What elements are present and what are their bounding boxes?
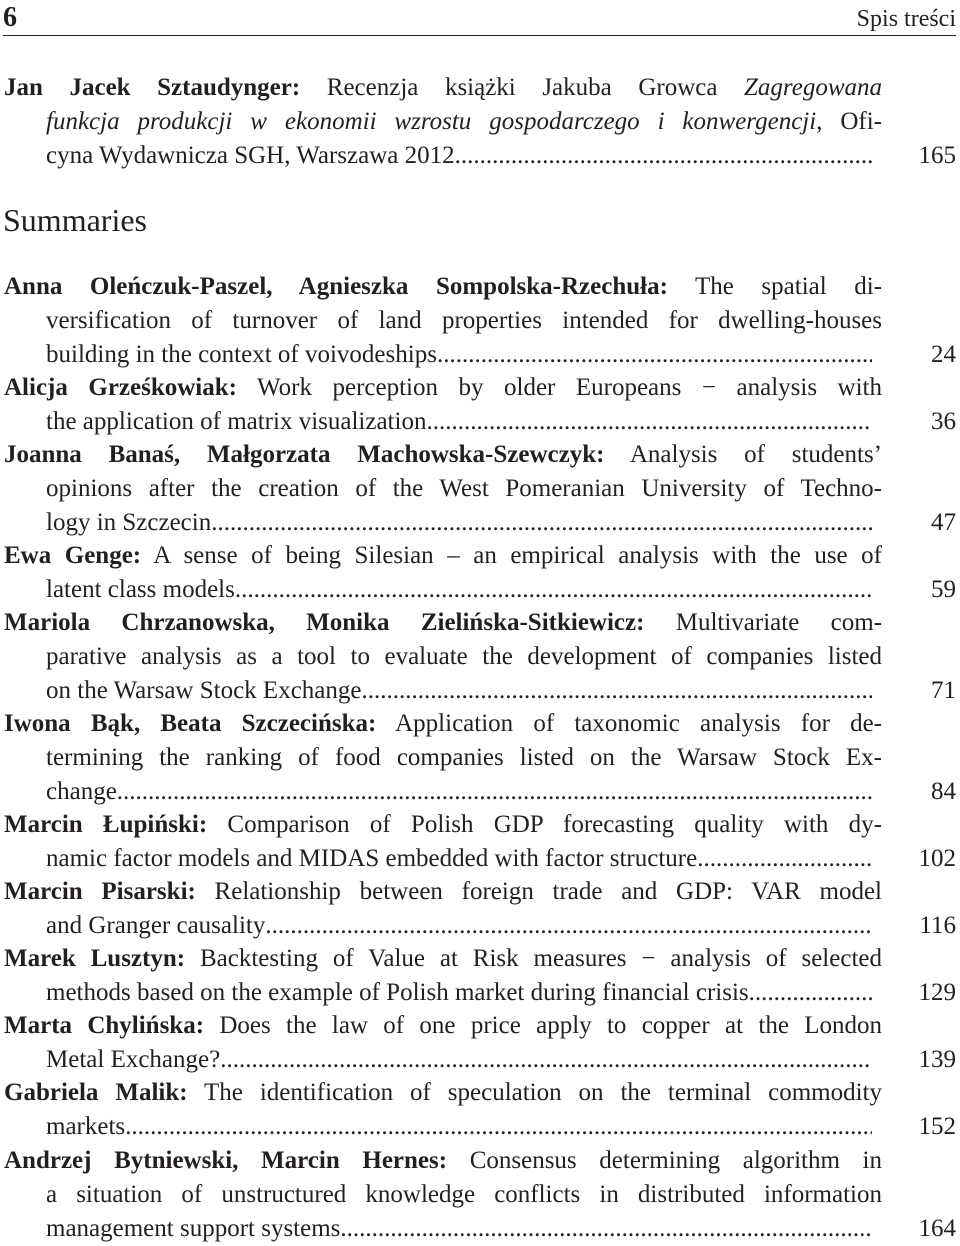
toc-entry-intro[interactable] <box>4 71 956 173</box>
toc-entry[interactable] <box>4 438 956 540</box>
toc-entry-last-line <box>4 775 956 809</box>
toc-entry-last-line <box>4 842 956 876</box>
dot-leader <box>697 842 872 876</box>
dot-leader <box>437 338 872 372</box>
toc-entry-line <box>4 808 882 842</box>
toc-entry-line <box>4 875 882 909</box>
dot-leader <box>265 909 872 943</box>
toc-entry[interactable] <box>4 1076 956 1144</box>
toc-entry-line <box>4 1076 882 1110</box>
toc-entry-last-line <box>4 909 956 943</box>
toc-entry[interactable] <box>4 606 956 708</box>
toc-entry-line <box>4 71 882 105</box>
toc-entry-line: opinions after the creation of the West Pomeranian University of Techno- <box>46 475 882 502</box>
toc-entry-line: a situation of unstructured knowledge conflicts in distributed information <box>46 1180 882 1208</box>
toc-entry-author: Jan Jacek Sztaudynger: <box>4 74 301 101</box>
toc-entry-line <box>4 942 882 976</box>
toc-entry-last-line <box>4 139 956 173</box>
dot-leader <box>220 1043 872 1077</box>
toc-entry[interactable] <box>4 1144 956 1246</box>
toc-entry-text: Consensus determining algorithm in <box>447 1146 882 1174</box>
toc-entry-author: Mariola Chrzanowska, Monika Zielińska-Sitkiewicz: <box>4 609 645 636</box>
page-reference: 84 <box>931 777 956 805</box>
toc-entry-line <box>4 270 882 304</box>
toc-entry[interactable] <box>4 371 956 439</box>
toc-entry-line: parative analysis as a tool to evaluate the development of companies listed <box>46 643 882 670</box>
dot-leader <box>426 405 872 439</box>
page-reference: 116 <box>919 911 956 939</box>
dot-leader <box>362 674 873 708</box>
dot-leader <box>117 775 872 809</box>
toc-entry-last-line <box>4 405 956 439</box>
toc-entry-line <box>4 371 882 405</box>
page-reference: 165 <box>918 142 956 169</box>
toc-entry-line <box>4 707 882 741</box>
dot-leader <box>749 976 872 1010</box>
section-heading: Summaries <box>3 202 147 238</box>
page-reference: 102 <box>918 844 956 872</box>
toc-entry-title-end: building in the context of voivodeships <box>46 341 437 368</box>
toc-entry-text: Comparison of Polish GDP forecasting quality with dy- <box>207 810 882 838</box>
toc-entry-last-line <box>4 976 956 1010</box>
toc-entry-last-line <box>4 1110 956 1144</box>
toc-entry[interactable] <box>4 707 956 809</box>
toc-entry-text: The identification of speculation on the terminal commodity <box>187 1079 883 1107</box>
toc-entry-text: Relationship between foreign trade and GDP: VAR model <box>195 877 882 905</box>
toc-entry-title-end: logy in Szczecin <box>46 509 212 536</box>
toc-entry-text: , Ofi- <box>816 108 882 135</box>
toc-entry-author: Andrzej Bytniewski, Marcin Hernes: <box>4 1146 448 1174</box>
toc-entry-text: Backtesting of Value at Risk measures − analysis of selected <box>185 945 882 972</box>
toc-entry-title-end: on the Warsaw Stock Exchange <box>46 677 362 704</box>
toc-entry-line <box>4 1009 882 1043</box>
toc-entry-author: Iwona Bąk, Beata Szczecińska: <box>4 709 377 737</box>
toc-entry-text: Does the law of one price apply to copper at the London <box>204 1012 883 1040</box>
page-reference: 139 <box>918 1046 956 1074</box>
toc-entry-last-line <box>4 1043 956 1077</box>
toc-entry[interactable] <box>4 942 956 1010</box>
toc-entry-title-end: latent class models <box>46 575 235 603</box>
toc-entry-last-line <box>4 506 956 540</box>
toc-entry[interactable] <box>4 270 956 372</box>
toc-entry-author: Marcin Łupiński: <box>4 810 208 838</box>
toc-entry-line <box>4 1144 882 1178</box>
toc-entry-line: versification of turnover of land properties intended for dwelling-houses <box>46 307 882 334</box>
toc-entry-last-line <box>4 674 956 708</box>
toc-entry-text: Analysis of students’ <box>604 441 883 468</box>
toc-entry-line: termining the ranking of food companies listed on the Warsaw Stock Ex- <box>46 743 882 771</box>
page-reference: 47 <box>931 509 956 536</box>
toc-entry[interactable] <box>4 1009 956 1077</box>
toc-entry-line <box>4 105 882 139</box>
page-reference: 59 <box>931 575 956 603</box>
toc-entry-title-end: change <box>46 777 117 805</box>
dot-leader <box>340 1212 872 1246</box>
toc-entry-title-end: cyna Wydawnicza SGH, Warszawa 2012 <box>46 142 455 169</box>
toc-entry[interactable] <box>4 808 956 876</box>
dot-leader <box>235 573 872 607</box>
toc-entry-title-end: Metal Exchange? <box>46 1046 221 1074</box>
book-title-italic: funkcja produkcji w ekonomii wzrostu gospodarczego i konwergencji <box>46 108 817 135</box>
toc-entry[interactable] <box>4 539 956 607</box>
running-head: Spis treści <box>856 6 956 32</box>
page-number: 6 <box>3 2 17 33</box>
toc-entry-text: Application of taxonomic analysis for de- <box>376 709 882 737</box>
toc-entry-title-end: markets <box>46 1113 126 1141</box>
toc-entry-title-end: the application of matrix visualization <box>46 407 427 435</box>
toc-entry-text: The spatial di- <box>667 273 883 300</box>
toc-entry-author: Joanna Banaś, Małgorzata Machowska-Szewczyk: <box>4 441 605 468</box>
toc-entry-line <box>4 606 882 640</box>
toc-entry-last-line <box>4 338 956 372</box>
page-reference: 164 <box>918 1214 956 1242</box>
toc-entry-author: Marek Lusztyn: <box>4 945 186 972</box>
toc-entry-author: Ewa Genge: <box>4 541 142 569</box>
toc-entry-author: Marcin Pisarski: <box>4 877 196 905</box>
toc-entry-title-end: namic factor models and MIDAS embedded with factor structure <box>46 844 698 872</box>
toc-entry-text: Work perception by older Europeans − analysis with <box>236 373 882 401</box>
page-reference: 129 <box>918 979 956 1006</box>
header-rule <box>3 35 956 36</box>
dot-leader <box>211 506 872 540</box>
page-reference: 152 <box>918 1113 956 1141</box>
toc-entry-last-line <box>4 573 956 607</box>
toc-entry-title-end: methods based on the example of Polish market during financial crisis <box>46 979 749 1006</box>
page-header <box>0 0 960 36</box>
toc-entry-author: Anna Oleńczuk-Paszel, Agnieszka Sompolska-Rzechuła: <box>4 273 668 300</box>
page-reference: 36 <box>931 407 956 435</box>
book-title-italic: Zagregowana <box>744 74 882 101</box>
dot-leader <box>125 1110 872 1144</box>
toc-entry[interactable] <box>4 875 956 943</box>
toc-entry-title-end: and Granger causality <box>46 911 266 939</box>
toc-entry-line <box>4 438 882 472</box>
toc-entry-author: Marta Chylińska: <box>4 1012 205 1040</box>
toc-entry-text: Recenzja książki Jakuba Growca <box>300 74 745 101</box>
toc-entry-text: Multivariate com- <box>644 609 882 636</box>
toc-entry-text: A sense of being Silesian – an empirical analysis with the use of <box>141 541 882 569</box>
page-reference: 71 <box>931 677 956 704</box>
toc-entry-title-end: management support systems <box>46 1214 341 1242</box>
page-reference: 24 <box>931 341 956 368</box>
toc-entry-line <box>4 539 882 573</box>
dot-leader <box>455 139 872 173</box>
toc-entry-last-line <box>4 1212 956 1246</box>
toc-entry-author: Gabriela Malik: <box>4 1079 188 1107</box>
toc-entry-author: Alicja Grześkowiak: <box>4 373 237 401</box>
